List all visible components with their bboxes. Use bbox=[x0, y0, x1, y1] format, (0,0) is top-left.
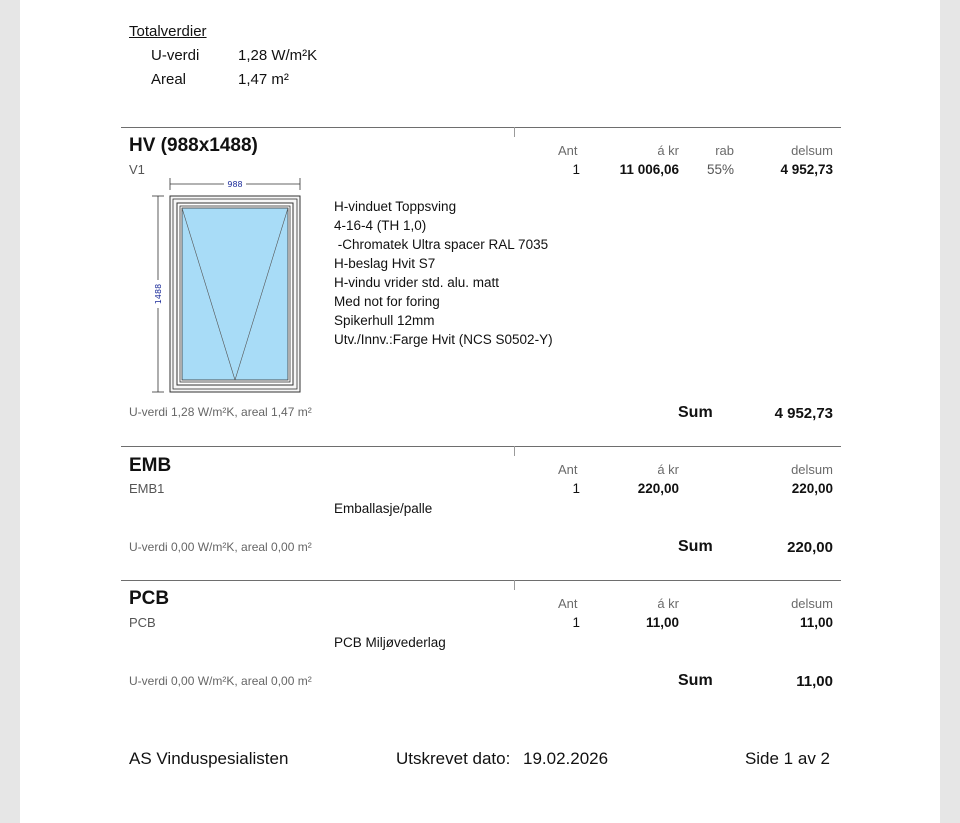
totals-u-value: 1,28 W/m²K bbox=[238, 47, 318, 64]
description-line: Med not for foring bbox=[334, 294, 440, 309]
value-delsum: 220,00 bbox=[791, 481, 833, 496]
footer-company: AS Vinduspesialisten bbox=[129, 749, 289, 768]
col-header-akr: á kr bbox=[657, 143, 679, 158]
description-line: H-beslag Hvit S7 bbox=[334, 256, 436, 271]
column-divider bbox=[514, 446, 515, 456]
col-header-akr: á kr bbox=[657, 596, 679, 611]
col-header-delsum: delsum bbox=[791, 143, 833, 158]
totals-area-value: 1,47 m² bbox=[238, 71, 289, 88]
item-description bbox=[334, 197, 553, 349]
section-u-info: U-verdi 0,00 W/m²K, areal 0,00 m² bbox=[129, 540, 312, 554]
col-header-akr: á kr bbox=[657, 462, 679, 477]
footer-date-value: 19.02.2026 bbox=[523, 749, 609, 768]
value-delsum: 11,00 bbox=[799, 615, 833, 630]
window-drawing bbox=[148, 176, 308, 396]
description-line: Emballasje/palle bbox=[334, 501, 433, 516]
value-ant: 1 bbox=[572, 615, 580, 630]
col-header-ant: Ant bbox=[558, 596, 578, 611]
window-glass bbox=[182, 208, 288, 380]
col-header-delsum: delsum bbox=[791, 596, 833, 611]
width-dimension-label: 988 bbox=[227, 180, 243, 189]
footer-page-number: Side 1 av 2 bbox=[744, 749, 830, 768]
description-line: H-vinduet Toppsving bbox=[334, 199, 457, 214]
totals-title: Totalverdier bbox=[129, 23, 207, 40]
value-rab: 55% bbox=[706, 162, 734, 177]
value-delsum: 4 952,73 bbox=[780, 162, 833, 177]
section-divider bbox=[121, 446, 841, 447]
col-header-delsum: delsum bbox=[791, 462, 833, 477]
value-akr: 11,00 bbox=[645, 615, 679, 630]
item-description bbox=[334, 499, 432, 518]
column-divider bbox=[514, 580, 515, 590]
sum-value: 4 952,73 bbox=[774, 405, 833, 422]
description-line: H-vindu vrider std. alu. matt bbox=[334, 275, 500, 290]
item-description bbox=[334, 633, 446, 652]
section-divider bbox=[121, 580, 841, 581]
section-code: PCB bbox=[129, 615, 156, 630]
footer-date-label: Utskrevet dato: bbox=[396, 749, 511, 768]
description-line: -Chromatek Ultra spacer RAL 7035 bbox=[334, 237, 549, 252]
description-line: PCB Miljøvederlag bbox=[334, 635, 446, 650]
section-title: EMB bbox=[129, 455, 172, 476]
value-akr: 11 006,06 bbox=[619, 162, 679, 177]
sum-label: Sum bbox=[678, 404, 713, 421]
totals-u-label: U-verdi bbox=[151, 47, 200, 64]
height-dimension-label: 1488 bbox=[154, 283, 163, 305]
section-code: V1 bbox=[129, 162, 145, 177]
description-line: Spikerhull 12mm bbox=[334, 313, 435, 328]
value-akr: 220,00 bbox=[637, 481, 679, 496]
sum-value: 11,00 bbox=[796, 673, 833, 690]
sum-label: Sum bbox=[678, 538, 713, 555]
value-ant: 1 bbox=[572, 481, 580, 496]
section-u-info: U-verdi 1,28 W/m²K, areal 1,47 m² bbox=[129, 405, 312, 419]
section-u-info: U-verdi 0,00 W/m²K, areal 0,00 m² bbox=[129, 674, 312, 688]
section-title: PCB bbox=[129, 588, 170, 609]
description-line: 4-16-4 (TH 1,0) bbox=[334, 218, 427, 233]
col-header-rab: rab bbox=[715, 143, 734, 158]
section-divider bbox=[121, 127, 841, 128]
totals-area-label: Areal bbox=[151, 71, 187, 88]
sum-label: Sum bbox=[678, 672, 713, 689]
column-divider bbox=[514, 127, 515, 137]
col-header-ant: Ant bbox=[558, 143, 578, 158]
col-header-ant: Ant bbox=[558, 462, 578, 477]
section-title: HV (988x1488) bbox=[129, 135, 258, 156]
section-code: EMB1 bbox=[129, 481, 165, 496]
description-line: Utv./Innv.:Farge Hvit (NCS S0502-Y) bbox=[334, 332, 553, 347]
sum-value: 220,00 bbox=[787, 539, 833, 556]
value-ant: 1 bbox=[572, 162, 580, 177]
document-page bbox=[20, 0, 940, 823]
